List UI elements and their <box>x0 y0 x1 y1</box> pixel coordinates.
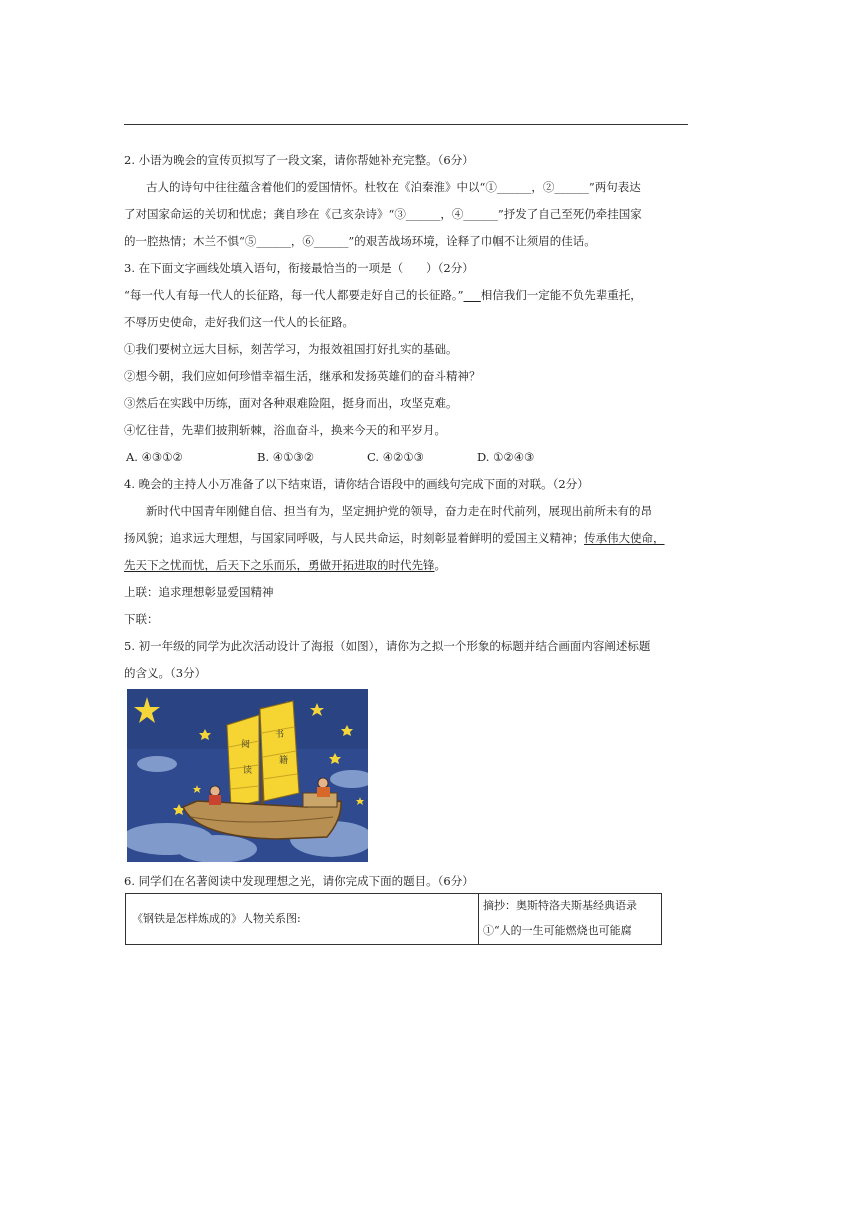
q4-underlined-sentence: 先天下之忧而忧，后天下之乐而乐，勇做开拓进取的时代先锋 <box>124 558 435 572</box>
q4-text-line-3 <box>124 557 446 573</box>
q3-stem-line-2: 不辱历史使命，走好我们这一代人的长征路。 <box>124 315 354 329</box>
q3-stem-line-1 <box>124 287 642 303</box>
q3-sentence-4: ④忆往昔，先辈们披荆斩棘，浴血奋斗，换来今天的和平岁月。 <box>124 423 446 437</box>
sail-left-char-2: 读 <box>243 766 253 776</box>
figure-left-body <box>209 795 221 805</box>
q3-option-b: B. ④①③② <box>257 450 315 464</box>
q6-title: 6. 同学们在名著阅读中发现理想之光，请你完成下面的题目。（6分） <box>124 874 474 888</box>
q3-title: 3. 在下面文字画线处填入语句，衔接最恰当的一项是（ ）（2分） <box>124 261 474 275</box>
figure-right-head <box>318 778 328 788</box>
q3-blank: ___ <box>463 288 481 302</box>
q3-option-a: A. ④③①② <box>126 450 183 464</box>
q4-text-plain: 扬风貌；追求远大理想，与国家同呼吸，与人民共命运，时刻彰显着鲜明的爱国主义精神； <box>124 531 584 545</box>
q5-title: 5. 初一年级的同学为此次活动设计了海报（如图），请你为之拟一个形象的标题并结合画面内容阐述标题 <box>124 639 651 653</box>
q5-title-line-2: 的含义。（3分） <box>124 666 207 680</box>
q4-title: 4. 晚会的主持人小万准备了以下结束语，请你结合语段中的画线句完成下面的对联。（2分） <box>124 477 589 491</box>
q4-period: 。 <box>434 558 446 572</box>
sail-right-char-2: 籍 <box>279 756 289 766</box>
q3-sentence-3: ③然后在实践中历练，面对各种艰难险阻，挺身而出，攻坚克难。 <box>124 396 458 410</box>
q3-option-d: D. ①②④③ <box>477 450 535 464</box>
q4-upper-couplet: 上联：追求理想彰显爱国精神 <box>124 585 274 599</box>
q4-text-line-1: 新时代中国青年刚健自信、担当有为，坚定拥护党的领导，奋力走在时代前列，展现出前所未有的昂 <box>146 504 652 518</box>
q6-table-right-line-2: ①“人的一生可能燃烧也可能腐 <box>483 924 632 937</box>
sail-left-char-1: 阅 <box>241 740 251 750</box>
q3-sentence-1: ①我们要树立远大目标，刻苦学习，为报效祖国打好扎实的基础。 <box>124 342 458 356</box>
figure-left-head <box>210 786 220 796</box>
q2-text-line-3: 的一腔热情；木兰不惧“⑤______，⑥______”的艰苦战场环境，诠释了巾帼不让须眉的佳话。 <box>124 234 596 248</box>
q2-title: 2. 小语为晚会的宣传页拟写了一段文案，请你帮她补充完整。（6分） <box>124 153 474 167</box>
q2-text-line-2: 了对国家命运的关切和忧虑；龚自珍在《己亥杂诗》“③______，④______”抒发了自己至死仍牵挂国家 <box>124 207 642 221</box>
figure-right-body <box>317 787 330 797</box>
q3-stem-quote: “每一代人有每一代人的长征路，每一代人都要走好自己的长征路。” <box>124 288 464 302</box>
q6-table-divider <box>478 894 479 944</box>
q6-table <box>125 893 662 945</box>
q6-table-left-cell: 《钢铁是怎样炼成的》人物关系图: <box>132 912 301 925</box>
q6-table-right-line-1: 摘抄：奥斯特洛夫斯基经典语录 <box>483 899 637 912</box>
sail-right-char-1: 书 <box>275 730 285 740</box>
sail-left <box>227 715 259 807</box>
header-rule <box>124 124 688 125</box>
q4-underlined-start: 传承伟大使命， <box>584 531 665 545</box>
q4-lower-couplet: 下联： <box>124 612 159 626</box>
q3-sentence-2: ②想今朝，我们应如何珍惜幸福生活，继承和发扬英雄们的奋斗精神？ <box>124 369 481 383</box>
poster-image <box>127 689 368 862</box>
sail-right <box>260 701 299 801</box>
q3-option-c: C. ④②①③ <box>367 450 424 464</box>
q2-text-line-1: 古人的诗句中往往蕴含着他们的爱国情怀。杜牧在《泊秦淮》中以“①______，②______”两句表达 <box>146 180 641 194</box>
q3-stem-rest: 相信我们一定能不负先辈重托， <box>480 288 642 302</box>
q4-text-line-2 <box>124 530 665 546</box>
